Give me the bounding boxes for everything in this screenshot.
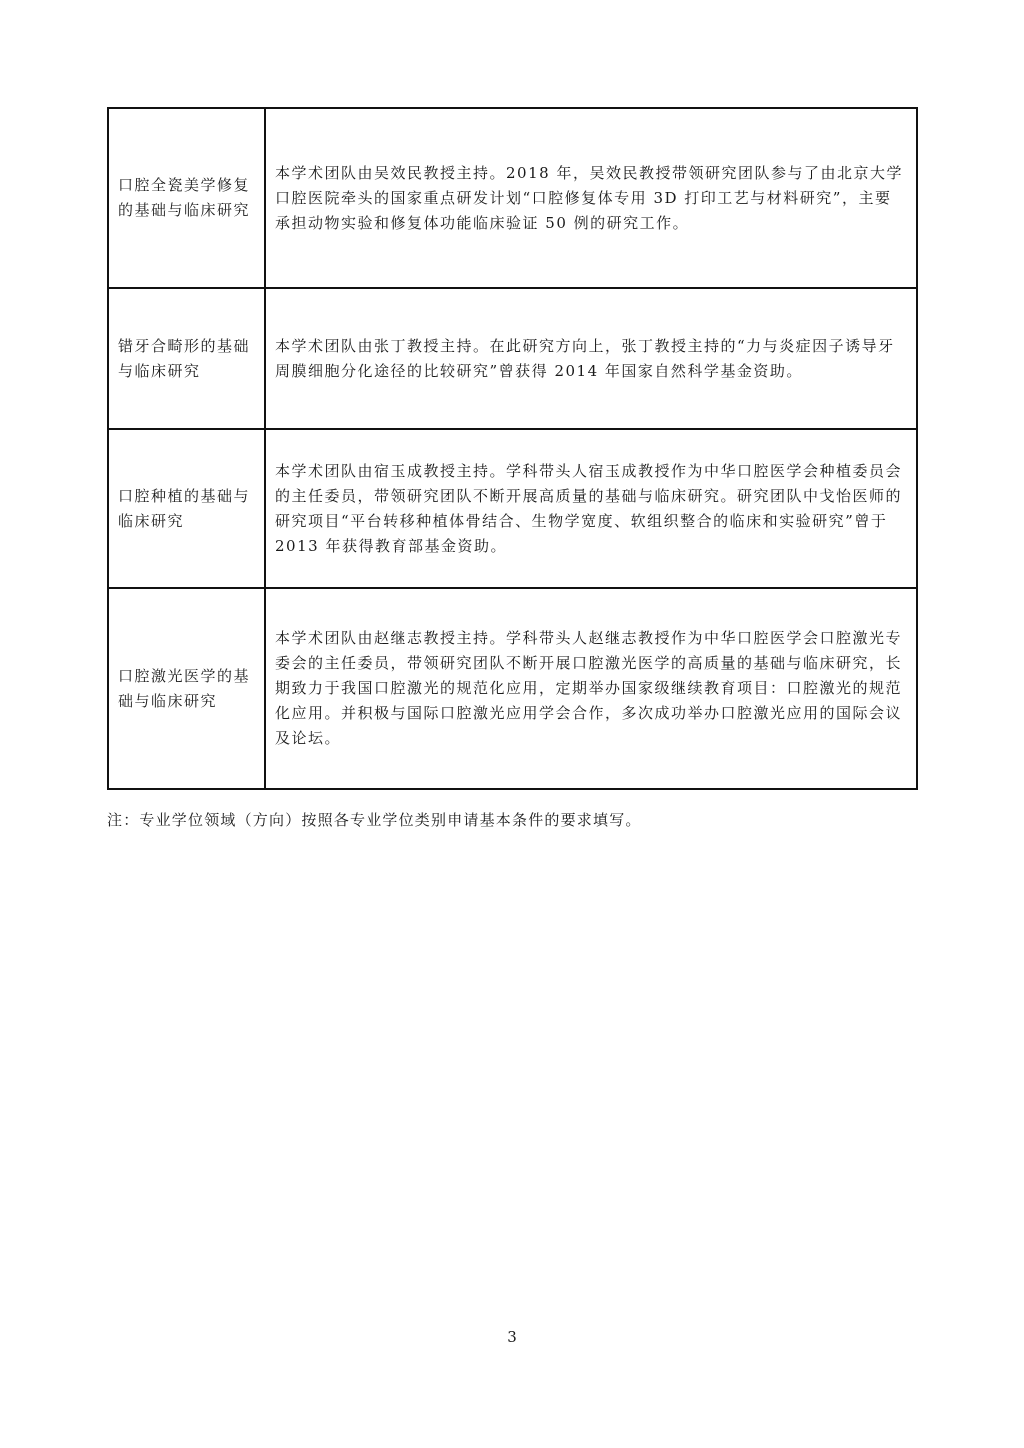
direction-description-cell: 本学术团队由张丁教授主持。在此研究方向上，张丁教授主持的“力与炎症因子诱导牙周膜细胞分化途径的比较研究”曾获得 2014 年国家自然科学基金资助。 <box>265 288 917 429</box>
table-row <box>108 588 917 789</box>
table-row <box>108 288 917 429</box>
table-row <box>108 108 917 288</box>
direction-name-cell: 口腔激光医学的基础与临床研究 <box>108 588 265 789</box>
research-directions-table <box>107 107 918 790</box>
direction-description-cell: 本学术团队由吴效民教授主持。2018 年，吴效民教授带领研究团队参与了由北京大学口腔医院牵头的国家重点研发计划“口腔修复体专用 3D 打印工艺与材料研究”，主要承担动物实验和修复体功能临床验证 50 例的研究工作。 <box>265 108 917 288</box>
footnote: 注：专业学位领域（方向）按照各专业学位类别申请基本条件的要求填写。 <box>107 811 642 829</box>
table-row <box>108 429 917 588</box>
direction-description-cell: 本学术团队由赵继志教授主持。学科带头人赵继志教授作为中华口腔医学会口腔激光专委会的主任委员，带领研究团队不断开展口腔激光医学的高质量的基础与临床研究，长期致力于我国口腔激光的规范化应用，定期举办国家级继续教育项目：口腔激光的规范化应用。并积极与国际口腔激光应用学会合作，多次成功举办口腔激光应用的国际会议及论坛。 <box>265 588 917 789</box>
direction-name-cell: 口腔全瓷美学修复的基础与临床研究 <box>108 108 265 288</box>
direction-name-cell: 口腔种植的基础与临床研究 <box>108 429 265 588</box>
direction-name-cell: 错牙合畸形的基础与临床研究 <box>108 288 265 429</box>
page-number: 3 <box>507 1328 517 1346</box>
direction-description-cell: 本学术团队由宿玉成教授主持。学科带头人宿玉成教授作为中华口腔医学会种植委员会的主任委员，带领研究团队不断开展高质量的基础与临床研究。研究团队中戈怡医师的研究项目“平台转移种植体骨结合、生物学宽度、软组织整合的临床和实验研究”曾于 2013 年获得教育部基金资助。 <box>265 429 917 588</box>
